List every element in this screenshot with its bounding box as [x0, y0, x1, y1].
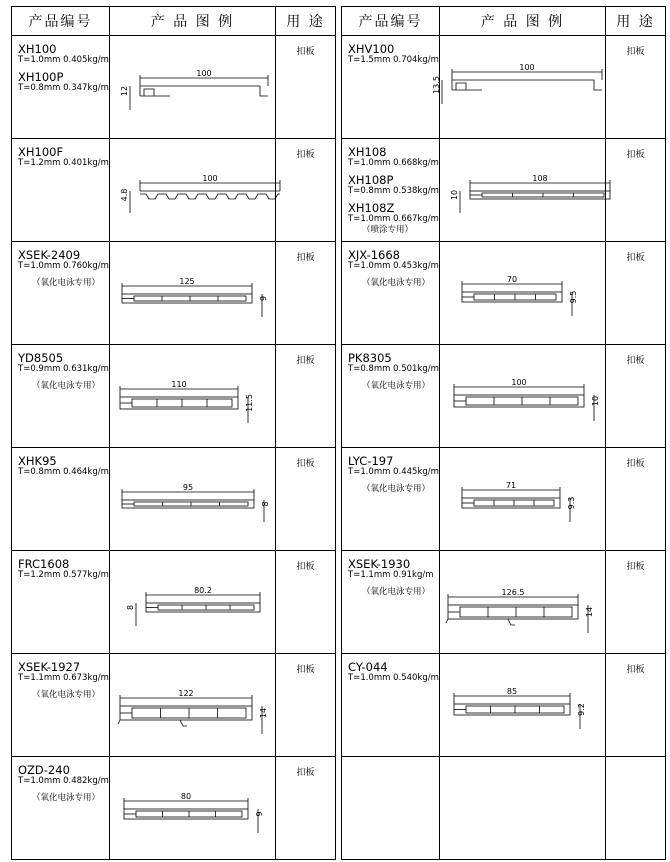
product-note: （氧化电泳专用） — [32, 278, 101, 288]
product-code: XH108P — [348, 173, 394, 187]
product-spec: T=0.8mm 0.538kg/m — [348, 186, 439, 196]
product-row — [12, 242, 335, 345]
product-code: XH108 — [348, 145, 387, 159]
product-code-cell — [12, 551, 110, 653]
profile-figure — [110, 345, 276, 447]
left-product-table — [11, 6, 336, 860]
height-dimension-label: 4.8 — [120, 188, 129, 202]
product-code: YD8505 — [18, 351, 64, 365]
profile-drawing — [122, 489, 264, 522]
profile-outline — [146, 603, 260, 612]
width-dimension-label: 122 — [178, 689, 194, 698]
height-dimension-label: 14 — [259, 707, 268, 719]
profile-drawing — [118, 695, 262, 734]
product-note: （氧化电泳专用） — [362, 278, 431, 288]
profile-figure — [440, 654, 606, 756]
product-note: （氧化电泳专用） — [362, 381, 431, 391]
product-note: （喷涂专用） — [362, 225, 414, 235]
product-image-cell — [440, 139, 606, 241]
product-use-cell — [606, 448, 665, 550]
product-code-cell — [12, 757, 110, 859]
profile-outline — [122, 294, 252, 303]
product-use: 扣板 — [296, 253, 315, 263]
right-product-table — [341, 6, 666, 860]
product-row — [12, 36, 335, 139]
product-code-cell — [342, 345, 440, 447]
product-code: XHV100 — [348, 42, 395, 56]
product-use-cell — [606, 345, 665, 447]
product-use: 扣板 — [626, 562, 645, 572]
height-dimension-label: 12 — [120, 85, 129, 97]
product-use-cell — [606, 242, 665, 344]
product-image-cell — [440, 345, 606, 447]
height-dimension-label: 8 — [261, 501, 270, 507]
width-dimension-label: 100 — [196, 69, 212, 78]
product-spec: T=1.0mm 0.760kg/m — [18, 261, 109, 271]
height-dimension-label: 9.3 — [567, 496, 576, 510]
profile-drawing — [130, 75, 268, 110]
product-spec: T=1.2mm 0.401kg/m — [18, 158, 109, 168]
product-spec: T=1.0mm 0.540kg/m — [348, 673, 439, 683]
profile-figure — [110, 551, 276, 653]
product-image-cell — [432, 36, 606, 138]
product-use: 扣板 — [296, 47, 315, 57]
profile-figure — [110, 757, 276, 859]
profile-figure — [440, 551, 606, 653]
product-use-cell — [606, 139, 665, 241]
profile-figure — [440, 139, 606, 241]
product-spec: T=1.0mm 0.667kg/m — [348, 214, 439, 224]
height-dimension-label: 9.2 — [577, 703, 586, 716]
product-use-cell — [276, 551, 335, 653]
product-use-cell — [276, 654, 335, 756]
width-dimension-label: 100 — [519, 63, 535, 72]
product-row — [12, 139, 335, 242]
product-row — [342, 139, 665, 242]
product-image-cell — [440, 242, 606, 344]
product-image-cell — [110, 242, 276, 344]
product-spec: T=1.0mm 0.453kg/m — [348, 261, 439, 271]
header-code: 产品编号 — [12, 7, 110, 35]
product-code: XSEK-1930 — [348, 557, 411, 571]
height-dimension-label: 8 — [126, 604, 135, 611]
product-code: LYC-197 — [348, 454, 394, 468]
product-use: 扣板 — [626, 47, 645, 57]
profile-figure — [440, 345, 606, 447]
product-code: PK8305 — [348, 351, 392, 365]
product-image-cell — [440, 448, 606, 550]
product-code: XHK95 — [18, 454, 57, 468]
profile-figure — [110, 448, 276, 550]
product-row — [12, 448, 335, 551]
profile-figure — [110, 36, 276, 138]
product-code-cell — [342, 551, 440, 653]
product-row — [342, 757, 665, 859]
width-dimension-label: 80 — [180, 792, 192, 801]
width-dimension-label: 110 — [171, 380, 187, 389]
profile-drawing — [454, 693, 580, 729]
product-code-cell — [342, 242, 440, 344]
profile-drawing — [124, 798, 258, 833]
product-spec: T=0.9mm 0.631kg/m — [18, 364, 109, 374]
product-spec: T=1.5mm 0.704kg/m — [348, 55, 439, 65]
product-code: XH100 — [18, 42, 57, 56]
product-use: 扣板 — [296, 150, 315, 160]
product-use-cell — [606, 36, 665, 138]
height-dimension-label: 10 — [591, 395, 600, 407]
product-image-cell — [440, 757, 606, 859]
profile-drawing — [442, 69, 602, 104]
product-note: （氧化电泳专用） — [362, 587, 431, 597]
product-code-cell — [12, 242, 110, 344]
product-row — [342, 36, 665, 139]
product-image-cell — [110, 757, 276, 859]
product-row — [12, 757, 335, 859]
product-use: 扣板 — [296, 665, 315, 675]
height-dimension-label: 9 — [259, 295, 268, 302]
product-use: 扣板 — [296, 562, 315, 572]
product-code: FRC1608 — [18, 557, 70, 571]
product-code-cell — [342, 448, 440, 550]
product-use: 扣板 — [626, 665, 645, 675]
width-dimension-label: 95 — [182, 483, 194, 492]
product-image-cell — [110, 551, 276, 653]
product-code: XH100P — [18, 70, 64, 84]
product-row — [12, 654, 335, 757]
profile-outline — [452, 80, 602, 90]
product-image-cell — [110, 654, 276, 756]
profile-outline — [462, 498, 560, 508]
width-dimension-label: 85 — [506, 687, 518, 696]
product-spec: T=1.0mm 0.668kg/m — [348, 158, 439, 168]
profile-drawing — [120, 386, 248, 423]
profile-figure — [110, 139, 276, 241]
profile-drawing — [446, 594, 588, 633]
header-image: 产 品 图 例 — [110, 7, 276, 35]
width-dimension-label: 100 — [202, 174, 218, 183]
product-code: XSEK-2409 — [18, 248, 81, 262]
height-dimension-label: 9 — [255, 811, 264, 817]
product-use-cell — [606, 551, 665, 653]
product-use: 扣板 — [626, 150, 645, 160]
width-dimension-label: 71 — [505, 481, 517, 490]
width-dimension-label: 108 — [532, 174, 548, 183]
product-use-cell — [276, 448, 335, 550]
table-header — [342, 7, 665, 36]
product-use-cell — [606, 757, 665, 859]
width-dimension-label: 80.2 — [194, 586, 212, 595]
product-spec: T=0.8mm 0.501kg/m — [348, 364, 439, 374]
profile-figure — [440, 242, 606, 344]
product-spec: T=1.2mm 0.577kg/m — [18, 570, 109, 580]
product-image-cell — [110, 448, 276, 550]
profile-figure — [110, 242, 276, 344]
product-spec: T=1.0mm 0.405kg/m — [18, 55, 109, 65]
profile-figure — [432, 36, 606, 138]
product-use-cell — [276, 139, 335, 241]
product-row — [342, 345, 665, 448]
height-dimension-label: 13.5 — [432, 76, 441, 94]
height-dimension-label: 14 — [585, 606, 594, 618]
product-use-cell — [276, 36, 335, 138]
product-use: 扣板 — [626, 253, 645, 263]
product-code: XJX-1668 — [348, 248, 400, 262]
product-note: （氧化电泳专用） — [32, 690, 101, 700]
profile-hook — [446, 619, 515, 625]
profile-outline — [470, 191, 610, 199]
table-header — [12, 7, 335, 36]
product-note: （氧化电泳专用） — [32, 793, 101, 803]
product-row — [12, 345, 335, 448]
profile-drawing — [122, 283, 262, 317]
product-code-cell — [342, 139, 440, 241]
profile-drawing — [460, 180, 610, 213]
header-use: 用 途 — [616, 14, 655, 30]
product-row — [342, 551, 665, 654]
product-row — [342, 242, 665, 345]
header-image: 产 品 图 例 — [440, 7, 606, 35]
product-use: 扣板 — [296, 459, 315, 469]
height-dimension-label: 9.5 — [569, 290, 578, 304]
width-dimension-label: 125 — [179, 277, 195, 286]
product-image-cell — [440, 551, 606, 653]
profile-drawing — [462, 281, 572, 316]
product-use-cell — [276, 757, 335, 859]
product-image-cell — [110, 139, 276, 241]
profile-drawing — [136, 592, 260, 626]
product-note: （氧化电泳专用） — [32, 381, 101, 391]
product-row — [342, 448, 665, 551]
width-dimension-label: 70 — [506, 275, 518, 284]
product-spec: T=0.8mm 0.464kg/m — [18, 467, 109, 477]
product-image-cell — [110, 345, 276, 447]
profile-figure — [110, 654, 276, 756]
product-code: OZD-240 — [18, 763, 70, 777]
header-use: 用 途 — [286, 14, 325, 30]
product-use: 扣板 — [296, 356, 315, 366]
product-image-cell — [440, 654, 606, 756]
product-spec: T=1.1mm 0.91kg/m — [348, 570, 434, 580]
product-spec: T=1.0mm 0.482kg/m — [18, 776, 109, 786]
profile-drawing — [130, 180, 280, 213]
product-code-cell — [342, 36, 440, 138]
product-use-cell — [276, 345, 335, 447]
profile-outline — [122, 500, 254, 508]
product-row — [342, 654, 665, 757]
product-code: XH108Z — [348, 201, 395, 215]
profile-outline — [140, 86, 268, 96]
profile-outline — [462, 292, 562, 302]
height-dimension-label: 10 — [450, 189, 459, 201]
product-code: CY-044 — [348, 660, 388, 674]
product-use: 扣板 — [626, 356, 645, 366]
product-spec: T=0.8mm 0.347kg/m — [18, 83, 109, 93]
profile-outline — [140, 191, 280, 199]
product-spec: T=1.1mm 0.673kg/m — [18, 673, 109, 683]
product-code-cell — [12, 345, 110, 447]
width-dimension-label: 126.5 — [501, 588, 525, 597]
product-image-cell — [110, 36, 276, 138]
profile-drawing — [462, 487, 570, 522]
height-dimension-label: 11.5 — [245, 394, 254, 412]
product-spec: T=1.0mm 0.445kg/m — [348, 467, 439, 477]
product-use-cell — [606, 654, 665, 756]
profile-figure — [440, 448, 606, 550]
profile-hook — [118, 720, 187, 726]
product-row — [12, 551, 335, 654]
header-code: 产品编号 — [342, 7, 440, 35]
product-code-cell — [12, 654, 110, 756]
product-use: 扣板 — [626, 459, 645, 469]
product-note: （氧化电泳专用） — [362, 484, 431, 494]
profile-drawing — [454, 384, 594, 421]
product-code-cell — [12, 448, 110, 550]
product-code-cell — [342, 654, 440, 756]
product-code-cell — [12, 139, 110, 241]
product-code-cell — [12, 36, 110, 138]
product-use-cell — [276, 242, 335, 344]
product-use: 扣板 — [296, 768, 315, 778]
profile-outline — [124, 809, 248, 819]
product-code-cell — [342, 757, 440, 859]
product-code: XH100F — [18, 145, 64, 159]
width-dimension-label: 100 — [511, 378, 527, 387]
product-code: XSEK-1927 — [18, 660, 81, 674]
